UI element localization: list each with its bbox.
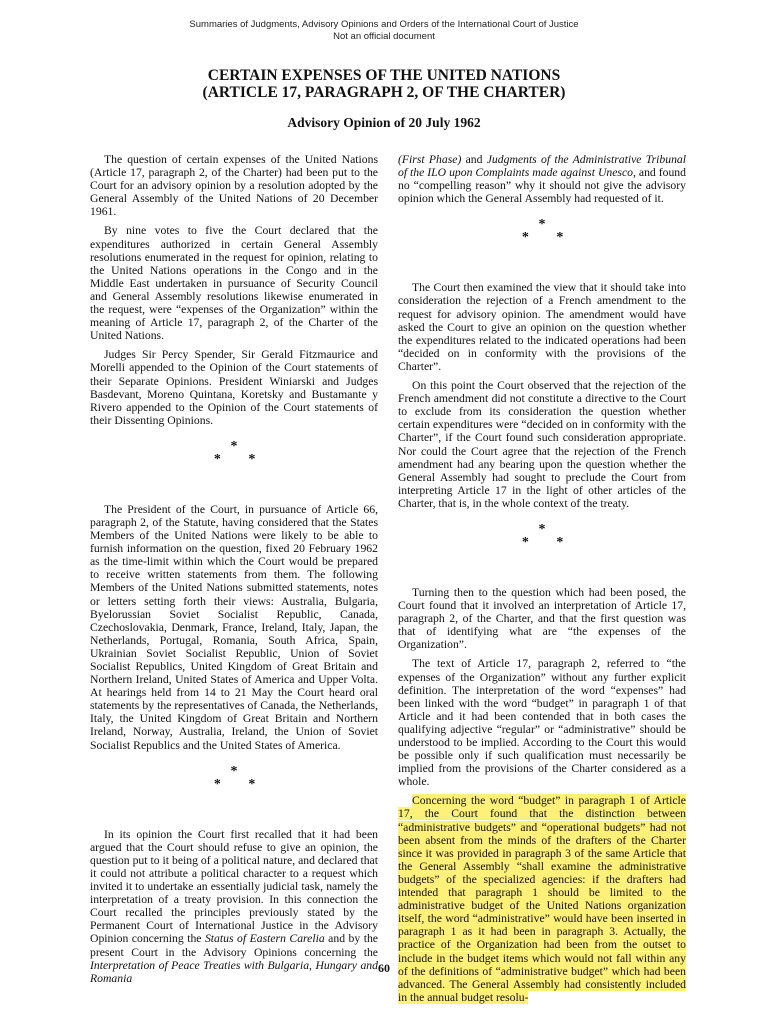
paragraph: The Court then examined the view that it should take into consideration the rejection of a French amendment to the request for advisory opinion. The amendment would have asked the Court to give an opinion on the question whether the expenditures related to the indicated operations had been “decided on in conformity with the provisions of the Charter”. (398, 281, 686, 373)
header-line-1: Summaries of Judgments, Advisory Opinions and Orders of the International Court of Justice (189, 19, 579, 30)
italic-title: (First Phase) (398, 153, 462, 166)
text-run: and (461, 153, 487, 166)
page-number: 60 (378, 961, 390, 975)
asterisk: * (556, 230, 564, 246)
section-separator (90, 763, 378, 806)
asterisk: * (213, 451, 221, 467)
text-run: and by the present Court in the Advisory Opinions concerning the (90, 932, 378, 959)
italic-title: Judgments of the Administrative Tribunal of the ILO upon Complaints made against Unesco (398, 153, 687, 180)
left-column (90, 153, 378, 991)
asterisk: * (213, 776, 221, 792)
asterisk: * (230, 438, 238, 454)
asterisk: * (521, 534, 529, 550)
asterisk: * (538, 521, 546, 537)
paragraph: The text of Article 17, paragraph 2, referred to “the expenses of the Organization” without any further explicit definition. The interpretation of the word “expenses” had been linked with the word “budget” in paragraph 1 of that Article and it had been contended that in both cases the qualifying adjective “regular” or “administrative” should be understood to be implied. According to the Court this would be possible only if such qualification must necessarily be implied from the provisions of the Charter considered as a whole. (398, 657, 686, 789)
italic-title: Status of Eastern Carelia (204, 932, 325, 946)
section-separator (398, 521, 686, 564)
section-separator (398, 219, 686, 259)
right-column (398, 153, 686, 1010)
asterisk: * (521, 230, 529, 246)
paragraph: The question of certain expenses of the United Nations (Article 17, paragraph 2, of the Charter) had been put to the Court for an advisory opinion by a resolution adopted by the General Assembly of the United Nations of 20 December 1961. (90, 153, 378, 219)
asterisk: * (248, 451, 256, 467)
asterisk: * (248, 776, 256, 792)
paragraph: By nine votes to five the Court declared that the expenditures authorized in certain General Assembly resolutions enumerated in the request for opinion, relating to the United Nations operations in the Congo and in the Middle East undertaken in pursuance of Security Council and General Assembly resolutions likewise enumerated in the request, were “expenses of the Organization” within the meaning of Article 17, paragraph 2, of the Charter of the United Nations. (90, 224, 378, 343)
italic-title: Interpretation of Peace Treaties with Bulgaria, Hungary and Romania (90, 958, 378, 985)
asterisk: * (230, 763, 238, 779)
paragraph: Turning then to the question which had been posed, the Court found that it involved an interpretation of Article 17, paragraph 2, of the Charter, and that the first question was that of identifying what are “the expenses of the Organization”. (398, 585, 686, 652)
section-separator (90, 438, 378, 481)
document-subtitle: Advisory Opinion of 20 July 1962 (287, 115, 481, 130)
asterisk: * (556, 534, 564, 550)
document-title-line-2: (ARTICLE 17, PARAGRAPH 2, OF THE CHARTER) (202, 84, 566, 101)
asterisk: * (538, 217, 546, 233)
paragraph (398, 153, 686, 205)
paragraph: The President of the Court, in pursuance of Article 66, paragraph 2, of the Statute, having considered that the States Members of the United Nations were likely to be able to furnish information on the question, fixed 20 February 1962 as the time-limit within which the Court would be prepared to receive written statements from them. The following Members of the United Nations submitted statements, notes or letters setting forth their views: Australia, Bulgaria, Byelorussian Soviet Socialist Republic, Canada, Czechoslovakia, Denmark, France, Ireland, Italy, Japan, the Netherlands, Portugal, Romania, South Africa, Spain, Ukrainian Soviet Socialist Republic, Union of Soviet Socialist Republics, United Kingdom of Great Britain and Northern Ireland, United States of America and Upper Volta. At hearings held from 14 to 21 May the Court heard oral statements by the representatives of Canada, the Netherlands, Italy, the United Kingdom of Great Britain and Northern Ireland, Norway, Australia, Ireland, the Union of Soviet Socialist Republics and the United States of America. (90, 502, 378, 752)
text-run: In its opinion the Court first recalled that it had been argued that the Court should refuse to give an opinion, the question put to it being of a political nature, and declared that it could not attribute a political character to a request which invited it to undertake an essentially judicial task, namely the interpretation of a treaty provision. In this connection the Court recalled the principles previously stated by the Permanent Court of International Justice in the Advisory Opinion concerning the (90, 827, 378, 946)
highlight: Concerning the word “budget” in paragraph 1 of Article 17, the Court found that the distinction between “administrative budgets” and “operational budgets” had not been absent from the minds of the drafters of the Charter since it was provided in paragraph 3 of the same Article that the General Assembly “shall examine the administrative budgets” of the specialized agencies: if the drafters had intended that paragraph 1 should be limited to the administrative budget of the United Nations organization itself, the word “administrative” would have been inserted in paragraph 1 as it had been in paragraph 3. Actually, the practice of the Organization had been from the outset to include in the budget items which would not fall within any of the definitions of “administrative budget” which had been advanced. The General Assembly had consistently included in the annual budget resolu- (398, 794, 686, 1004)
paragraph: Judges Sir Percy Spender, Sir Gerald Fitzmaurice and Morelli appended to the Opinion of the Court statements of their Separate Opinions. President Winiarski and Judges Basdevant, Moreno Quintana, Koretsky and Bustamante y Rivero appended to the Opinion of the Court statements of their Dissenting Opinions. (90, 348, 378, 427)
header-line-2: Not an official document (333, 31, 435, 42)
paragraph: On this point the Court observed that the rejection of the French amendment did not constitute a directive to the Court to exclude from its consideration the question whether certain expenditures were “decided on in conformity with the Charter”, if the Court found such consideration appropriate. Nor could the Court agree that the rejection of the French amendment had any bearing upon the question whether the General Assembly had sought to preclude the Court from interpreting Article 17 in the light of other articles of the Charter, that is, in the whole context of the treaty. (398, 379, 686, 510)
document-title-line-1: CERTAIN EXPENSES OF THE UNITED NATIONS (207, 67, 561, 84)
text-run: , and found no “compelling reason” why it should not give the advisory opinion which the General Assembly had requested of it. (398, 166, 686, 206)
